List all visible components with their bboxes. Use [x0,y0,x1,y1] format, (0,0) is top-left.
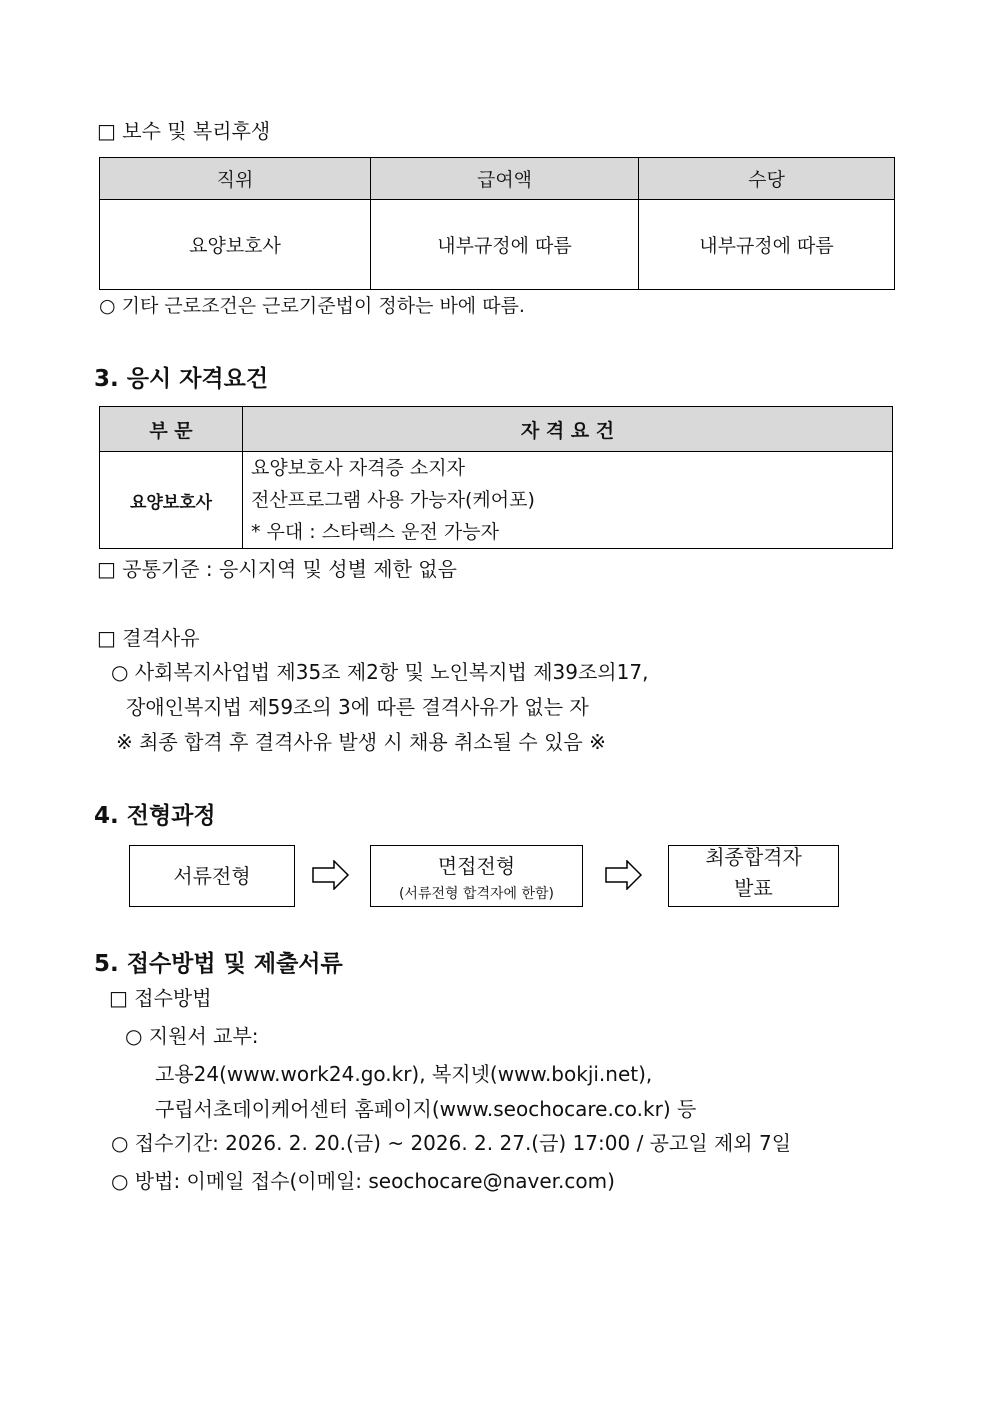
pay-cell-allowance: 내부규정에 따름 [639,200,895,290]
disqual-heading: □ 결격사유 [97,626,200,650]
step-final-line1: 최종합격자 [705,845,802,869]
qual-req-2: 전산프로그램 사용 가능자(케어포) [251,489,535,511]
item-application-period: ○ 접수기간: 2026. 2. 20.(금) ~ 2026. 2. 27.(금) 17:00 / 공고일 제외 7일 [111,1131,792,1155]
arrow-right-icon [605,860,643,890]
arrow-right-icon [312,860,350,890]
item-application-form-line2: 고용24(www.work24.go.kr), 복지넷(www.bokji.net), [155,1062,653,1086]
item-application-form-line3: 구립서초데이케어센터 홈페이지(www.seochocare.co.kr) 등 [155,1097,697,1121]
step-interview-note: (서류전형 합격자에 한함) [398,886,555,902]
pay-cell-position: 요양보호사 [100,200,371,290]
qual-req-3: * 우대 : 스타렉스 운전 가능자 [251,521,499,543]
pay-col-position: 직위 [100,158,371,200]
qual-dept: 요양보호사 [100,452,243,549]
pay-heading: □ 보수 및 복리후생 [97,119,271,143]
qual-req-1: 요양보호사 자격증 소지자 [251,457,465,479]
qual-reqs-cell [243,452,893,549]
pay-col-allowance: 수당 [639,158,895,200]
pay-cell-salary: 내부규정에 따름 [371,200,639,290]
qual-col-dept: 부 문 [100,407,243,452]
step-interview [370,845,583,907]
item-application-method: ○ 방법: 이메일 접수(이메일: seochocare@naver.com) [111,1169,615,1193]
section4-heading: 4. 전형과정 [94,803,216,829]
common-criteria: □ 공통기준 : 응시지역 및 성별 제한 없음 [97,557,457,581]
item-application-form: ○ 지원서 교부: [125,1024,259,1048]
disqual-line2: 장애인복지법 제59조의 3에 따른 결격사유가 없는 자 [126,695,589,719]
qualification-table [99,406,893,549]
step-final-announcement [668,845,839,907]
pay-table [99,157,895,290]
section5-sub: □ 접수방법 [109,986,212,1010]
disqual-note: ※ 최종 합격 후 결격사유 발생 시 채용 취소될 수 있음 ※ [116,730,606,754]
section3-heading: 3. 응시 자격요건 [94,366,269,392]
qual-col-reqs: 자 격 요 건 [243,407,893,452]
step-final-line2: 발표 [734,876,773,900]
pay-col-salary: 급여액 [371,158,639,200]
section5-heading: 5. 접수방법 및 제출서류 [94,951,343,977]
step-document-screening: 서류전형 [129,845,295,907]
disqual-line1: ○ 사회복지사업법 제35조 제2항 및 노인복지법 제39조의17, [111,660,649,684]
step-interview-title: 면접전형 [437,854,516,878]
pay-note: ○ 기타 근로조건은 근로기준법이 정하는 바에 따름. [99,295,525,317]
